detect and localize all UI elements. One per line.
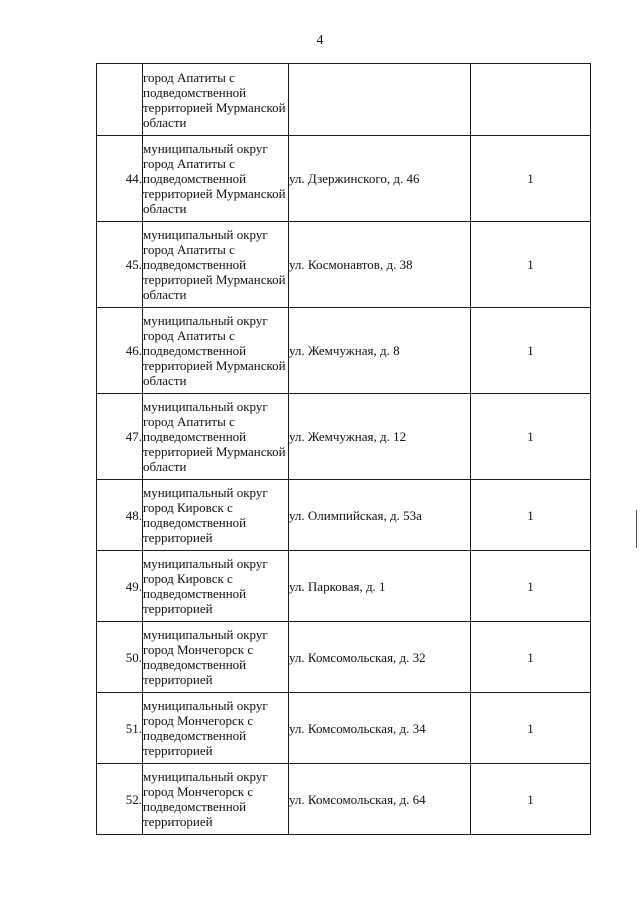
table-row: [97, 622, 591, 693]
address-cell: ул. Жемчужная, д. 8: [289, 308, 471, 394]
table-row: [97, 551, 591, 622]
address-cell: ул. Парковая, д. 1: [289, 551, 471, 622]
row-number-cell: [97, 64, 143, 136]
municipality-cell: муниципальный округ город Апатиты с подведомственной территорией Мурманской области: [143, 394, 289, 480]
addresses-table: [96, 63, 591, 835]
scan-edge-mark: [636, 510, 637, 548]
row-number-cell: 52.: [97, 764, 143, 835]
address-cell: ул. Комсомольская, д. 34: [289, 693, 471, 764]
address-cell: ул. Дзержинского, д. 46: [289, 136, 471, 222]
municipality-cell: муниципальный округ город Кировск с подведомственной территорией: [143, 480, 289, 551]
table-row: [97, 222, 591, 308]
quantity-cell: 1: [471, 394, 591, 480]
row-number-cell: 44.: [97, 136, 143, 222]
address-cell: ул. Комсомольская, д. 32: [289, 622, 471, 693]
row-number-cell: 51.: [97, 693, 143, 764]
quantity-cell: 1: [471, 136, 591, 222]
table-row: [97, 480, 591, 551]
municipality-cell: муниципальный округ город Мончегорск с подведомственной территорией: [143, 693, 289, 764]
address-cell: ул. Жемчужная, д. 12: [289, 394, 471, 480]
municipality-cell: муниципальный округ город Кировск с подведомственной территорией: [143, 551, 289, 622]
quantity-cell: 1: [471, 622, 591, 693]
address-cell: ул. Комсомольская, д. 64: [289, 764, 471, 835]
table-row: [97, 693, 591, 764]
municipality-cell: муниципальный округ город Апатиты с подведомственной территорией Мурманской области: [143, 222, 289, 308]
table-row: [97, 64, 591, 136]
page-number: 4: [316, 33, 324, 48]
row-number-cell: 47.: [97, 394, 143, 480]
row-number-cell: 49.: [97, 551, 143, 622]
quantity-cell: 1: [471, 308, 591, 394]
table-row: [97, 136, 591, 222]
quantity-cell: 1: [471, 222, 591, 308]
row-number-cell: 45.: [97, 222, 143, 308]
municipality-cell: муниципальный округ город Мончегорск с подведомственной территорией: [143, 622, 289, 693]
quantity-cell: 1: [471, 764, 591, 835]
address-cell: ул. Олимпийская, д. 53а: [289, 480, 471, 551]
table-row: [97, 394, 591, 480]
municipality-cell: город Апатиты с подведомственной территорией Мурманской области: [143, 64, 289, 136]
municipality-cell: муниципальный округ город Апатиты с подведомственной территорией Мурманской области: [143, 136, 289, 222]
quantity-cell: [471, 64, 591, 136]
row-number-cell: 46.: [97, 308, 143, 394]
address-cell: ул. Космонавтов, д. 38: [289, 222, 471, 308]
quantity-cell: 1: [471, 693, 591, 764]
row-number-cell: 50.: [97, 622, 143, 693]
address-cell: [289, 64, 471, 136]
row-number-cell: 48.: [97, 480, 143, 551]
quantity-cell: 1: [471, 480, 591, 551]
municipality-cell: муниципальный округ город Мончегорск с подведомственной территорией: [143, 764, 289, 835]
table-row: [97, 764, 591, 835]
quantity-cell: 1: [471, 551, 591, 622]
table-row: [97, 308, 591, 394]
municipality-cell: муниципальный округ город Апатиты с подведомственной территорией Мурманской области: [143, 308, 289, 394]
